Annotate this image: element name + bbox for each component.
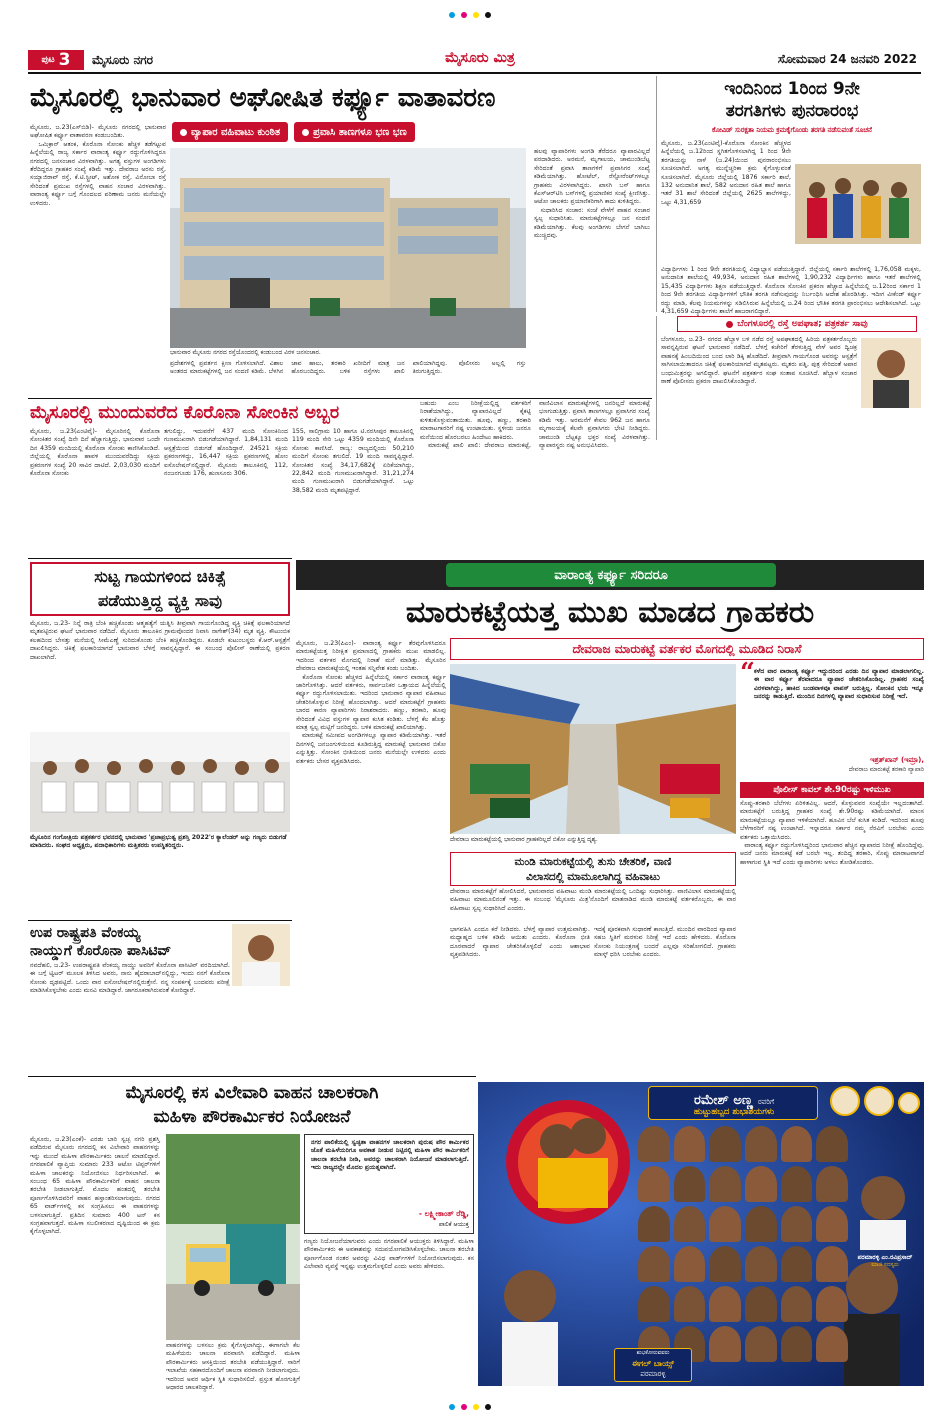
market-sub2: ಪೊಲೀಸ್ ಕಾವಲ್ ಶೇ.90ರಷ್ಟು ಇಳಿಮುಖ xyxy=(773,785,891,795)
supporter-photo xyxy=(638,1206,670,1242)
garbage-quote-byline: - ಲಕ್ಷ್ಮೀಕಾಂತ್ ರೆಡ್ಡಿ, xyxy=(418,1209,469,1218)
lead-photo-caption: ಭಾನುವಾರ ಮೈಸೂರು ನಗರದ ರಸ್ತೆಯೊಂದರಲ್ಲಿ ಕಂಡುಬಂದ ವಿರಳ ಜನಸಂಚಾರ. xyxy=(170,349,321,356)
supporter-photo xyxy=(781,1246,813,1282)
calendar-release-illustration xyxy=(30,732,290,832)
supporter-photo xyxy=(674,1126,706,1162)
ad-supporters-grid xyxy=(638,1126,848,1376)
page-label: ಪುಟ xyxy=(41,55,55,65)
ad-name-suffix: ರವರಿಗೆ xyxy=(758,1098,775,1106)
market-sub2-bar xyxy=(740,782,924,798)
burn-headline-box xyxy=(30,562,290,616)
vp-body: ನವದೆಹಲಿ, ಜ.23- ಉಪರಾಷ್ಟ್ರಪತಿ ವೆಂಕಯ್ಯ ನಾಯ್ಡು ಅವರಿಗೆ ಕೊರೊನಾ ಪಾಸಿಟಿವ್ ವರದಿಯಾಗಿದೆ. ಈ ಬಗ್ಗೆ ಟ್ವಿಟರ್ ಮೂಲಕ ತಿಳಿಸಿದ ಅವರು, ನಾನು ಹೈದರಾಬಾದ್‌ನಲ್ಲಿದ್ದು, ಇಂದು ನನಗೆ ಕೊರೊನಾ ಸೋಂಕು ದೃಢಪಟ್ಟಿದೆ. ಒಂದು ವಾರ ಐಸೋಲೇಷನ್‌ನಲ್ಲಿರುತ್ತೇನೆ. ನನ್ನ ಸಂಪರ್ಕಕ್ಕೆ ಬಂದವರು ಪರೀಕ್ಷೆ ಮಾಡಿಸಿಕೊಳ್ಳಬೇಕು ಎಂದು ಮನವಿ ಮಾಡಿದ್ದಾರೆ. ಜಾಗರೂಕರಾಗಿರುವಂತೆ ಕೋರಿದ್ದಾರೆ. xyxy=(30,962,232,995)
lead-headline: ಮೈಸೂರಲ್ಲಿ ಭಾನುವಾರ ಅಘೋಷಿತ ಕರ್ಫ್ಯೂ ವಾತಾವರಣ xyxy=(30,83,496,113)
market-quote-role: ದೇವರಾಜ ಮಾರುಕಟ್ಟೆ ತರಕಾರಿ ವ್ಯಾಪಾರಿ xyxy=(848,766,924,773)
market-kicker-bar xyxy=(296,560,924,590)
market-stalls-illustration xyxy=(450,664,736,834)
vp-headline-2: ನಾಯ್ಡುಗೆ ಕೊರೊನಾ ಪಾಸಿಟಿವ್ xyxy=(30,943,172,959)
market-left-col: ಮೈಸೂರು, ಜ.23(ಪಿಎಂ)- ವಾರಾಂತ್ಯ ಕರ್ಫ್ಯೂ ತೆರವುಗೊಳಿಸಿದರೂ ಮಾರುಕಟ್ಟೆಯತ್ತ ನಿರೀಕ್ಷಿತ ಪ್ರಮಾಣದಲ್ಲಿ ಗ್ರಾಹಕರು ಮುಖ ಮಾಡಲಿಲ್ಲ. ಇದರಿಂದ ವರ್ತಕರ ಮೊಗದಲ್ಲಿ ನಿರಾಶೆ ಮನೆ ಮಾಡಿತ್ತು. ಮೈಸೂರಿನ ದೇವರಾಜ ಮಾರುಕಟ್ಟೆಯಲ್ಲಿ ಇಂತಹ ಸನ್ನಿವೇಶ ಕಂಡು ಬಂದಿತು. ಕೊರೊನಾ ಸೋಂಕು ಹೆಚ್ಚಳದ ಹಿನ್ನೆಲೆಯಲ್ಲಿ ಸರ್ಕಾರ ವಾರಾಂತ್ಯ ಕರ್ಫ್ಯೂ ಜಾರಿಗೊಳಿಸಿತ್ತು. ಆದರೆ ವರ್ತಕರು, ಸಾರ್ವಜನಿಕರ ಒತ್ತಾಯದ ಹಿನ್ನೆಲೆಯಲ್ಲಿ ಕರ್ಫ್ಯೂ ರದ್ದುಗೊಳಿಸಲಾಯಿತು. ಇದರಿಂದ ಭಾನುವಾರ ವ್ಯಾಪಾರ ವಹಿವಾಟು ಚೇತರಿಸಿಕೊಳ್ಳುವ ನಿರೀಕ್ಷೆ ಹೊಂದಲಾಗಿತ್ತು. ಆದರೆ ಮಾರುಕಟ್ಟೆಗೆ ಗ್ರಾಹಕರು ಬಾರದ ಕಾರಣ ವ್ಯಾಪಾರಿಗಳು ನಿರಾಶರಾದರು. ಹಣ್ಣು, ತರಕಾರಿ, ಹೂವು ಸೇರಿದಂತೆ ವಿವಿಧ ವಸ್ತುಗಳ ವ್ಯಾಪಾರ ಕುಸಿತ ಕಂಡಿತು. ಬೆಳಗ್ಗೆ ಕೆಲ ಹೊತ್ತು ಮಾತ್ರ ಸ್ವಲ್ಪ ಮಟ್ಟಿಗೆ ಜನರಿದ್ದರು. ಬಳಿಕ ಮಾರುಕಟ್ಟೆ ಖಾಲಿಯಾಗಿತ್ತು. ಮಾರುಕಟ್ಟೆ ಸಮೀಪದ ಅಂಗಡಿಗಳಲ್ಲೂ ವ್ಯಾಪಾರ ಕಡಿಮೆಯಾಗಿತ್ತು. ಇತರೆ ದಿನಗಳಲ್ಲಿ ಜನಜಂಗುಳಿಯಿಂದ ಕೂಡಿರುತ್ತಿದ್ದ ಮಾರುಕಟ್ಟೆ ಭಾನುವಾರ ಬಿಕೋ ಎನ್ನುತ್ತಿತ್ತು. ಸೋಂಕಿನ ಭೀತಿಯಿಂದ ಜನರು ಮನೆಯಲ್ಲೇ ಉಳಿದರು ಎಂದು ವರ್ತಕರು ಬೇಸರ ವ್ಯಕ್ತಪಡಿಸಿದರು. xyxy=(296,640,447,765)
registration-dot xyxy=(461,12,467,18)
accident-box xyxy=(656,316,924,440)
street-photo-illustration xyxy=(170,148,526,348)
ad-child-photo-1 xyxy=(830,1086,860,1116)
supporter-photo xyxy=(816,1326,848,1362)
supporter-photo xyxy=(816,1286,848,1322)
reopen-headline-2: ತರಗತಿಗಳು ಪುನರಾರಂಭ xyxy=(725,101,859,121)
market-subhead-bar xyxy=(450,638,924,660)
registration-dot xyxy=(473,1404,479,1410)
supporter-photo xyxy=(745,1326,777,1362)
accident-headline: ಬೆಂಗಳೂರಲ್ಲಿ ರಸ್ತೆ ಅಪಘಾತ; ಪತ್ರಕರ್ತ ಸಾವು xyxy=(737,319,868,329)
quote-icon: “ xyxy=(740,658,755,688)
supporter-photo xyxy=(709,1206,741,1242)
birthday-ad xyxy=(478,1082,924,1386)
supporter-photo xyxy=(745,1166,777,1202)
supporter-photo xyxy=(638,1286,670,1322)
reopen-subhead: ಕೋವಿಡ್ ಸುರಕ್ಷತಾ ನಿಯಮ ಕ್ರಮಕೈಗೊಂಡು ತರಗತಿ ನಡೆಸುವಂತೆ ಸೂಚನೆ xyxy=(712,126,872,134)
corona-body-col2: ತಗುಲಿದ್ದು, ಇದುವರೆಗೆ 437 ಮಂದಿ ಸೋಂಕಿನಿಂದ ಗುಣಮುಖರಾಗಿ ಬಿಡುಗಡೆಯಾಗಿದ್ದಾರೆ. 1,84,131 ಮಂದಿ ಆಸ್ಪತ್ರೆಯಿಂದ ಬಿಡುಗಡೆ ಹೊಂದಿದ್ದಾರೆ. 24521 ಸಕ್ರಿಯ ಪ್ರಕರಣಗಳಿದ್ದು, 16,447 ಸಕ್ರಿಯ ಪ್ರಕರಣಗಳಲ್ಲಿ ಹೋಂ ಐಸೊಲೇಷನ್‌ನಲ್ಲಿದ್ದಾರೆ. ಮೈಸೂರು ತಾಲೂಕಿನಲ್ಲಿ 112, ನಂಜನಗೂಡು 176, ಹುಣಸೂರು 306. xyxy=(164,428,290,478)
corona-body-col1: ಮೈಸೂರು, ಜ.23(ಎಂಟಿವೈ)- ಮೈಸೂರಿನಲ್ಲಿ ಕೊರೊನಾ ಸೋಂಕಿತರ ಸಂಖ್ಯೆ ದಿನೇ ದಿನೆ ಹೆಚ್ಚಾಗುತ್ತಿದ್ದು, ಭಾನುವಾರ ಒಂದೇ ದಿನ 4359 ಮಂದಿಯಲ್ಲಿ ಕೊರೊನಾ ಸೋಂಕು ಕಾಣಿಸಿಕೊಂಡಿದೆ. ಜಿಲ್ಲೆಯಲ್ಲಿ ಕೊರೊನಾ ಹಾವಳಿ ಮುಂದುವರೆದಿದ್ದು ಸಕ್ರಿಯ ಪ್ರಕರಣಗಳ ಸಂಖ್ಯೆ 20 ಸಾವಿರ ದಾಟಿದೆ. 2,03,030 ಮಂದಿಗೆ ಕೊರೊನಾ ಸೋಂಕು xyxy=(30,428,162,478)
garbage-quote-box xyxy=(304,1134,474,1234)
supporter-photo xyxy=(674,1166,706,1202)
lead-body-below-photo: ಪ್ರದೇಶಗಳಲ್ಲಿ ಪ್ರವರ್ತನ ಕ್ಷೀಣ ಗೊಳಿಸಲಾಗಿದೆ. ವಿಶಾಲ ಅಂತರದ ಮಾರುಕಟ್ಟೆಗಳಲ್ಲಿ ಜನ ಸಂದಣಿ ಕಡಿಮೆ. ಬೆಳಗಿನ ಜಾವ ಹಾಲು, ತರಕಾರಿ ಖರೀದಿಗೆ ಮಾತ್ರ ಜನ ಹೊರಬಂದಿದ್ದರು. ಬಳಿಕ ರಸ್ತೆಗಳು ಖಾಲಿ ಖಾಲಿಯಾಗಿದ್ದವು. ಪೊಲೀಸರು ಅಲ್ಲಲ್ಲಿ ಗಸ್ತು ತಿರುಗುತ್ತಿದ್ದರು. xyxy=(170,360,528,376)
ad-title-banner xyxy=(648,1086,818,1120)
supporter-photo xyxy=(781,1206,813,1242)
ad-person-credit xyxy=(848,1254,922,1269)
supporter-photo xyxy=(745,1246,777,1282)
reopen-body-top: ಮೈಸೂರು, ಜ.23(ಎಂಟಿವೈ)-ಕೊರೊನಾ ಸೋಂಕಿನ ಹೆಚ್ಚಳದ ಹಿನ್ನೆಲೆಯಲ್ಲಿ ಜ.12ರಿಂದ ಸ್ಥಗಿತಗೊಳಿಸಲಾಗಿದ್ದ 1 ರಿಂದ 9ನೇ ತರಗತಿಯನ್ನು ನಾಳೆ (ಜ.24)ಯಿಂದ ಪುನರಾರಂಭಿಸಲು ಸೂಚಿಸಲಾಗಿದೆ. ಅಗತ್ಯ ಮುನ್ನೆಚ್ಚರಿಕಾ ಕ್ರಮ ಕೈಗೊಳ್ಳುವಂತೆ ಸೂಚಿಸಲಾಗಿದೆ. ಮೈಸೂರು ಜಿಲ್ಲೆಯಲ್ಲಿ 1876 ಸರ್ಕಾರಿ ಶಾಲೆ, 132 ಅನುದಾನಿತ ಶಾಲೆ, 582 ಅನುದಾನ ರಹಿತ ಶಾಲೆ ಹಾಗೂ ಇತರೆ 31 ಶಾಲೆ ಸೇರಿದಂತೆ ಜಿಲ್ಲೆಯಲ್ಲಿ 2625 ಶಾಲೆಗಳಿದ್ದು, ಒಟ್ಟು 4,31,659 xyxy=(661,140,793,206)
burn-body: ಮೈಸೂರು, ಜ.23- ನಿನ್ನೆ ರಾತ್ರಿ ಬೆಂಕಿ ಹಚ್ಚಿಕೊಂಡು ಆತ್ಮಹತ್ಯೆಗೆ ಯತ್ನಿಸಿ ತೀವ್ರವಾಗಿ ಗಾಯಗೊಂಡಿದ್ದ ವ್ಯಕ್ತಿ ಚಿಕಿತ್ಸೆ ಫಲಕಾರಿಯಾಗದೆ ಮೃತಪಟ್ಟಿರುವ ಘಟನೆ ಭಾನುವಾರ ನಡೆದಿದೆ. ಮೈಸೂರು ತಾಲೂಕಿನ ಗ್ರಾಮವೊಂದರ ನಿವಾಸಿ ನಾಗೇಶ್(34) ಮೃತ ವ್ಯಕ್ತಿ. ಕೌಟುಂಬಿಕ ಕಲಹದಿಂದ ಬೇಸತ್ತು ಮನೆಯಲ್ಲಿ ಸೀಮೆಎಣ್ಣೆ ಸುರಿದುಕೊಂಡು ಬೆಂಕಿ ಹಚ್ಚಿಕೊಂಡಿದ್ದರು. ಕೂಡಲೇ ಕುಟುಂಬಸ್ಥರು ಕೆ.ಆರ್.ಆಸ್ಪತ್ರೆಗೆ ದಾಖಲಿಸಿದ್ದರು. ಚಿಕಿತ್ಸೆ ಫಲಕಾರಿಯಾಗದೆ ಭಾನುವಾರ ಬೆಳಗ್ಗೆ ಸಾವನ್ನಪ್ಪಿದ್ದಾರೆ. ಈ ಸಂಬಂಧ ಪೊಲೀಸ್ ಠಾಣೆಯಲ್ಲಿ ಪ್ರಕರಣ ದಾಖಲಾಗಿದೆ. xyxy=(30,620,292,661)
lead-tag-2: ಪ್ರವಾಸಿ ತಾಣಗಳೂ ಭಣ ಭಣ xyxy=(294,122,415,142)
garbage-quote-role: ಪಾಲಿಕೆ ಆಯುಕ್ತ xyxy=(438,1221,469,1228)
vp-headline-1: ಉಪ ರಾಷ್ಟ್ರಪತಿ ವೆಂಕಯ್ಯ xyxy=(30,925,141,941)
supporter-photo xyxy=(745,1286,777,1322)
vp-portrait-illustration xyxy=(232,924,290,986)
bullet-icon xyxy=(726,321,733,328)
section-name: ಮೈಸೂರು ನಗರ xyxy=(92,53,154,67)
ad-from-1: ಈಗಲ್ ಬಾಯ್ಸ್ xyxy=(631,1359,675,1368)
page-label-badge xyxy=(28,50,84,70)
supporter-photo xyxy=(638,1246,670,1282)
supporter-photo xyxy=(674,1206,706,1242)
journalist-photo xyxy=(861,338,921,408)
supporter-photo xyxy=(709,1246,741,1282)
ad-wish: ಹುಟ್ಟುಹಬ್ಬದ ಶುಭಾಶಯಗಳು xyxy=(693,1107,775,1117)
garbage-top-rule xyxy=(28,1076,476,1077)
corona-headline: ಮೈಸೂರಲ್ಲಿ ಮುಂದುವರೆದ ಕೊರೊನಾ ಸೋಂಕಿನ ಅಬ್ಬರ xyxy=(30,403,340,423)
bullet-icon xyxy=(180,129,187,136)
market-sub3-box xyxy=(450,852,736,886)
reopen-headline-1: ಇಂದಿನಿಂದ 1ರಿಂದ 9ನೇ xyxy=(724,79,860,99)
accident-headline-bar xyxy=(677,316,917,332)
garbage-headline-2: ಮಹಿಳಾ ಪೌರಕಾರ್ಮಿಕರ ನಿಯೋಜನೆ xyxy=(153,1107,351,1127)
lead-tags xyxy=(172,122,652,142)
market-bottom-col3: ಇದಕ್ಕೆ ಪೂರಕವಾಗಿ ಸುಧಾರಣೆ ಕಾಣುತ್ತಿದೆ. ಮುಂದಿನ ವಾರದಿಂದ ವ್ಯಾಪಾರ ಸಹಜ ಸ್ಥಿತಿಗೆ ಮರಳುವ ನಿರೀಕ್ಷೆ ಇದೆ ಎಂದು ಹೇಳಿದರು. ಕೊರೊನಾ ಸೋಂಕು ನಿಯಂತ್ರಣಕ್ಕೆ ಬಂದರೆ ಎಲ್ಲವೂ ಸರಿಹೋಗಲಿದೆ. ಗ್ರಾಹಕರು ಮಾಸ್ಕ್ ಧರಿಸಿ ಬರಬೇಕು ಎಂದರು. xyxy=(594,926,738,959)
ad-from-2: ಪರಮಾರಳ್ಳಿ xyxy=(640,1370,666,1378)
lead-tag-1: ವ್ಯಾಪಾರ ವಹಿವಾಟು ಕುಂಠಿತ xyxy=(172,122,288,142)
supporter-photo xyxy=(781,1326,813,1362)
supporter-photo xyxy=(638,1126,670,1162)
garbage-body-col3: ಗಣ್ಯರು ನಿಯೋಜನೆಯಾಗುವರು ಎಂದು ನಗರಪಾಲಿಕೆ ಆಯುಕ್ತರು ತಿಳಿಸಿದ್ದಾರೆ. ಮಹಿಳಾ ಪೌರಕಾರ್ಮಿಕರು ಈ ಅವಕಾಶವನ್ನು ಸದುಪಯೋಗಪಡಿಸಿಕೊಳ್ಳಬೇಕು. ಚಾಲನಾ ತರಬೇತಿ ಪೂರ್ಣಗೊಂಡ ನಂತರ ಅವರನ್ನು ವಿವಿಧ ವಾರ್ಡ್‌ಗಳಿಗೆ ನಿಯೋಜಿಸಲಾಗುವುದು. ಕಸ ವಿಲೇವಾರಿ ವ್ಯವಸ್ಥೆ ಇನ್ನಷ್ಟು ಉತ್ತಮಗೊಳ್ಳಲಿದೆ ಎಂದು ಅವರು ಹೇಳಿದರು. xyxy=(304,1238,476,1271)
lead-photo xyxy=(170,148,526,348)
supporter-photo xyxy=(816,1126,848,1162)
ad-child-photo-2 xyxy=(864,1086,894,1116)
masthead xyxy=(20,44,925,74)
page-number: 3 xyxy=(58,50,71,70)
ad-child-photo-3 xyxy=(898,1092,920,1114)
vp-photo xyxy=(232,924,290,986)
market-subhead: ದೇವರಾಜ ಮಾರುಕಟ್ಟೆ ವರ್ತಕರ ಮೊಗದಲ್ಲಿ ಮೂಡಿದ ನಿರಾಸೆ xyxy=(572,641,802,656)
burn-top-rule xyxy=(28,558,292,559)
masthead-rule xyxy=(28,72,921,74)
supporter-photo xyxy=(638,1166,670,1202)
registration-dot xyxy=(473,12,479,18)
supporter-photo xyxy=(745,1126,777,1162)
bullet-icon xyxy=(302,129,309,136)
market-sub3-1: ಮಂಡಿ ಮಾರುಕಟ್ಟೆಯಲ್ಲಿ ತುಸು ಚೇತರಿಕೆ, ವಾಣಿ xyxy=(514,856,672,868)
printer-marks-top xyxy=(400,12,540,20)
printer-marks-bottom xyxy=(400,1404,540,1412)
supporter-photo xyxy=(709,1126,741,1162)
garbage-headline-1: ಮೈಸೂರಲ್ಲಿ ಕಸ ವಿಲೇವಾರಿ ವಾಹನ ಚಾಲಕರಾಗಿ xyxy=(125,1083,379,1103)
school-photo xyxy=(795,164,921,244)
supporter-photo xyxy=(709,1286,741,1322)
reopen-body-bottom: ವಿದ್ಯಾರ್ಥಿಗಳು 1 ರಿಂದ 9ನೇ ತರಗತಿಯಲ್ಲಿ ವಿದ್ಯಾಭ್ಯಾಸ ಪಡೆಯುತ್ತಿದ್ದಾರೆ. ಜಿಲ್ಲೆಯಲ್ಲಿ ಸರ್ಕಾರಿ ಶಾಲೆಗಳಲ್ಲಿ 1,76,058 ಮಕ್ಕಳು, ಅನುದಾನಿತ ಶಾಲೆಯಲ್ಲಿ 49,934, ಅನುದಾನ ರಹಿತ ಶಾಲೆಗಳಲ್ಲಿ 1,90,232 ವಿದ್ಯಾರ್ಥಿಗಳು ಹಾಗೂ ಇತರೆ ಶಾಲೆಗಳಲ್ಲಿ 15,435 ವಿದ್ಯಾರ್ಥಿಗಳು ಶಿಕ್ಷಣ ಪಡೆಯುತ್ತಿದ್ದಾರೆ. ಕೊರೊನಾ ಸೋಂಕಿನ ಪ್ರಕರಣ ಹೆಚ್ಚಾದ ಹಿನ್ನೆಲೆಯಲ್ಲಿ ಜ.12ರಿಂದ ಸರ್ಕಾರ 1 ರಿಂದ 9ನೇ ತರಗತಿಯ ವಿದ್ಯಾರ್ಥಿಗಳಿಗೆ ಭೌತಿಕ ತರಗತಿ ನಡೆಸುವುದನ್ನು ನಿರ್ಬಂಧಿಸಿ ಆದೇಶ ಹೊರಡಿಸಿತ್ತು. ಇದೀಗ ವೀಕೆಂಡ್ ಕರ್ಫ್ಯೂ ರದ್ದು ಮಾಡಿ, ಕೆಲವು ನಿಯಮಗಳನ್ನು ಸಡಿಲಿಸಿರುವ ಹಿನ್ನೆಲೆಯಲ್ಲಿ ಜ.24 ರಿಂದ ಭೌತಿಕ ತರಗತಿ ಪ್ರಾರಂಭಿಸಲು ಆದೇಶಿಸಲಾಗಿದೆ. ಒಟ್ಟು 4,31,659 ವಿದ್ಯಾರ್ಥಿಗಳು ಶಾಲೆಗೆ ಹಾಜರಾಗಲಿದ್ದಾರೆ. xyxy=(661,266,923,316)
registration-dot xyxy=(449,1404,455,1410)
corona-top-rule xyxy=(28,398,652,399)
supporter-photo xyxy=(816,1206,848,1242)
lead-body-col2: ಹಲವು ವ್ಯಾಪಾರಿಗಳು ಅಂಗಡಿ ತೆರೆದರೂ ವ್ಯಾಪಾರವಿಲ್ಲದೆ ಪರದಾಡಿದರು. ಅರಮನೆ, ಮೃಗಾಲಯ, ಚಾಮುಂಡಿಬೆಟ್ಟ ಸೇರಿದಂತೆ ಪ್ರವಾಸಿ ತಾಣಗಳಿಗೆ ಪ್ರವಾಸಿಗರ ಸಂಖ್ಯೆ ಕಡಿಮೆಯಾಗಿತ್ತು. ಹೋಟೆಲ್, ರೆಸ್ಟೋರೆಂಟ್‌ಗಳಲ್ಲೂ ಗ್ರಾಹಕರು ವಿರಳವಾಗಿದ್ದರು. ಖಾಸಗಿ ಬಸ್ ಹಾಗೂ ಕೆಎಸ್‌ಆರ್‌ಟಿಸಿ ಬಸ್‌ಗಳಲ್ಲಿ ಪ್ರಯಾಣಿಕರ ಸಂಖ್ಯೆ ಕ್ಷೀಣಿಸಿತ್ತು. ಆಟೋ ಚಾಲಕರು ಪ್ರಯಾಣಿಕರಿಗಾಗಿ ಕಾದು ಕುಳಿತಿದ್ದರು. ಸುಧಾರಿಸಿದ ಸಂಚಾರ: ಸಂಜೆ ವೇಳೆಗೆ ವಾಹನ ಸಂಚಾರ ಸ್ವಲ್ಪ ಸುಧಾರಿಸಿತು. ಮಾರುಕಟ್ಟೆಗಳಲ್ಲೂ ಜನ ಸಂದಣಿ ಕಡಿಮೆಯಾಗಿತ್ತು. ಕೆಲವು ಅಂಗಡಿಗಳು ಬೇಗನೆ ಬಾಗಿಲು ಮುಚ್ಚಿದವು. xyxy=(534,148,651,240)
registration-dot xyxy=(461,1404,467,1410)
garbage-truck-photo xyxy=(166,1134,300,1340)
market-headline: ಮಾರುಕಟ್ಟೆಯತ್ತ ಮುಖ ಮಾಡದ ಗ್ರಾಹಕರು xyxy=(405,595,815,630)
calendar-photo xyxy=(30,732,290,832)
supporter-photo xyxy=(674,1286,706,1322)
supporter-photo xyxy=(709,1326,741,1362)
supporter-photo xyxy=(816,1246,848,1282)
market-photo xyxy=(450,664,736,834)
supporter-photo xyxy=(709,1166,741,1202)
garbage-quote-text: ನಗರ ಪಾಲಿಕೆಯಲ್ಲಿ ಸ್ವಚ್ಛತಾ ವಾಹನಗಳ ಚಾಲಕರಾಗಿ ಪುರುಷ ಪೌರ ಕಾರ್ಮಿಕರ ಜೊತೆ ಮಹಿಳೆಯರಿಗೂ ಅವಕಾಶ ನೀಡುವ ನಿಟ್ಟಿನಲ್ಲಿ ಮಹಿಳಾ ಪೌರ ಕಾರ್ಮಿಕರಿಗೆ ಚಾಲನಾ ತರಬೇತಿ ನೀಡಿ, ಅವರನ್ನು ಚಾಲಕರಾಗಿ ನಿಯೋಜನೆ ಮಾಡಲಾಗುತ್ತಿದೆ. ಇದು ರಾಜ್ಯದಲ್ಲೇ ಮೊದಲ ಪ್ರಯತ್ನವಾಗಿದೆ. xyxy=(311,1139,472,1172)
supporter-photo xyxy=(674,1246,706,1282)
market-quote-text: ಕಳೆದ ವಾರ ವಾರಾಂತ್ಯ ಕರ್ಫ್ಯೂ ಇದ್ದುದರಿಂದ ಎರಡು ದಿನ ವ್ಯಾಪಾರ ಮಾಡಲಾಗಲಿಲ್ಲ. ಈ ವಾರ ಕರ್ಫ್ಯೂ ತೆರವಾದರೂ ವ್ಯಾಪಾರ ಚೇತರಿಸಿಕೊಂಡಿಲ್ಲ. ಗ್ರಾಹಕರ ಸಂಖ್ಯೆ ವಿರಳವಾಗಿದ್ದು, ಹಾಕಿದ ಬಂಡವಾಳವೂ ವಾಪಸ್ ಬರುತ್ತಿಲ್ಲ. ಸೋಂಕಿನ ಭಯ ಇನ್ನೂ ಜನರನ್ನು ಕಾಡುತ್ತಿದೆ. ಮುಂದಿನ ದಿನಗಳಲ್ಲಿ ವ್ಯಾಪಾರ ಸುಧಾರಿಸುವ ನಿರೀಕ್ಷೆ ಇದೆ. xyxy=(754,668,927,701)
market-kicker: ವಾರಾಂತ್ಯ ಕರ್ಫ್ಯೂ ಸರಿದರೂ xyxy=(446,563,776,587)
market-right-col: ಸೊಪ್ಪು-ತರಕಾರಿ ಬೆಲೆಗಳು ಏರಿಳಿತವಿಲ್ಲ. ಆದರೆ, ಕೊಳ್ಳುವವರ ಸಂಖ್ಯೆಯೇ ಇಲ್ಲದಂತಾಗಿದೆ. ಮಾರುಕಟ್ಟೆಗೆ ಬರುತ್ತಿದ್ದ ಗ್ರಾಹಕರ ಸಂಖ್ಯೆ ಶೇ.90ರಷ್ಟು ಕಡಿಮೆಯಾಗಿದೆ. ಮಾಂಸ ಮಾರುಕಟ್ಟೆಯಲ್ಲೂ ವ್ಯಾಪಾರ ಇಳಿಕೆಯಾಗಿದೆ. ಹೂವಿನ ಬೆಲೆ ಕುಸಿತ ಕಂಡಿದೆ. ಇದರಿಂದ ಹೂವು ಬೆಳೆಗಾರರಿಗೆ ನಷ್ಟ ಉಂಟಾಗಿದೆ. ಇನ್ನಾದರೂ ಸರ್ಕಾರ ನಮ್ಮ ನೆರವಿಗೆ ಬರಬೇಕು ಎಂದು ವರ್ತಕರು ಒತ್ತಾಯಿಸಿದರು. ವಾರಾಂತ್ಯ ಕರ್ಫ್ಯೂ ರದ್ದುಗೊಳಿಸಿದ್ದರಿಂದ ಭಾನುವಾರ ಹೆಚ್ಚಿನ ವ್ಯಾಪಾರದ ನಿರೀಕ್ಷೆ ಹೊಂದಿದ್ದೆವು. ಆದರೆ ಜನರು ಮಾರುಕಟ್ಟೆ ಕಡೆ ಬರಲೇ ಇಲ್ಲ. ತಂದಿದ್ದ ತರಕಾರಿ, ಸೊಪ್ಪು ಮಾರಾಟವಾಗದೆ ಹಾಳಾಗುವ ಸ್ಥಿತಿ ಇದೆ ಎಂದು ವ್ಯಾಪಾರಿಗಳು ಅಳಲು ತೋಡಿಕೊಂಡರು. xyxy=(740,800,925,866)
garbage-body-col1: ಮೈಸೂರು, ಜ.23(ಎಂಕೆ)- ಎರಡು ಬಾರಿ ಸ್ವಚ್ಛ ನಗರಿ ಪ್ರಶಸ್ತಿ ಪಡೆದಿರುವ ಮೈಸೂರು ನಗರದಲ್ಲಿ ಕಸ ವಿಲೇವಾರಿ ವಾಹನಗಳನ್ನು ಇನ್ನು ಮುಂದೆ ಮಹಿಳಾ ಪೌರಕಾರ್ಮಿಕರು ಚಾಲನೆ ಮಾಡಲಿದ್ದಾರೆ. ನಗರಪಾಲಿಕೆ ವ್ಯಾಪ್ತಿಯ ಸುಮಾರು 233 ಆಟೋ ಟಿಪ್ಪರ್‌ಗಳಿಗೆ ಮಹಿಳಾ ಚಾಲಕರನ್ನು ನಿಯೋಜಿಸಲು ನಿರ್ಧರಿಸಲಾಗಿದೆ. ಈ ಸಂಬಂಧ 65 ಮಹಿಳಾ ಪೌರಕಾರ್ಮಿಕರಿಗೆ ವಾಹನ ಚಾಲನಾ ತರಬೇತಿ ನೀಡಲಾಗುತ್ತಿದೆ. ಮೊದಲ ಹಂತದಲ್ಲಿ ತರಬೇತಿ ಪೂರ್ಣಗೊಳಿಸಿದವರಿಗೆ ವಾಹನ ಹಸ್ತಾಂತರಿಸಲಾಗುವುದು. ನಗರದ 65 ವಾರ್ಡ್‌ಗಳಲ್ಲಿ ಕಸ ಸಂಗ್ರಹಿಸಲು ಈ ವಾಹನಗಳನ್ನು ಬಳಸಲಾಗುತ್ತಿದೆ. ಪ್ರತಿದಿನ ಸುಮಾರು 400 ಟನ್ ಕಸ ಸಂಗ್ರಹವಾಗುತ್ತದೆ. ಮಹಿಳಾ ಸಬಲೀಕರಣದ ದೃಷ್ಟಿಯಿಂದ ಈ ಕ್ರಮ ಕೈಗೊಳ್ಳಲಾಗಿದೆ. xyxy=(30,1136,162,1236)
supporter-photo xyxy=(745,1206,777,1242)
supporter-photo xyxy=(816,1166,848,1202)
registration-dot xyxy=(449,12,455,18)
vp-top-rule xyxy=(28,920,292,921)
market-bottom-col1: ದೇವರಾಜ ಮಾರುಕಟ್ಟೆಗೆ ಹೋಲಿಸಿದರೆ, ಭಾನುವಾರದ ವಹಿವಾಟು ಮಂಡಿ ಮಾರುಕಟ್ಟೆಯಲ್ಲಿ ಒಂದಿಷ್ಟು ಸುಧಾರಿಸಿತ್ತು. ವಾಣಿವಿಲಾಸ ಮಾರುಕಟ್ಟೆಯಲ್ಲಿ ವಹಿವಾಟು ಮಾಮೂಲಿನಂತೆ ಇತ್ತು. ಈ ಸಂಬಂಧ 'ಮೈಸೂರು ಮಿತ್ರ'ನೊಂದಿಗೆ ಮಾತನಾಡಿದ ಮಂಡಿ ಮಾರುಕಟ್ಟೆ ವರ್ತಕರೊಬ್ಬರು, ಈ ವಾರ ವಹಿವಾಟು ಸ್ವಲ್ಪ ಸುಧಾರಿಸಿದೆ ಎಂದರು. xyxy=(450,888,738,912)
burn-headline-1: ಸುಟ್ಟ ಗಾಯಗಳಿಂದ ಚಿಕಿತ್ಸೆ xyxy=(94,567,226,586)
garbage-truck-illustration xyxy=(166,1134,300,1340)
person-portrait-illustration xyxy=(861,338,921,408)
burn-headline-2: ಪಡೆಯುತ್ತಿದ್ದ ವ್ಯಕ್ತಿ ಸಾವು xyxy=(97,591,223,610)
garbage-body-col2: ವಾಹನಗಳನ್ನು ಬಳಸಲು ಕ್ರಮ ಕೈಗೊಳ್ಳಲಾಗಿದ್ದು, ಈಗಾಗಲೇ ಕೆಲ ಮಹಿಳೆಯರು ಚಾಲನಾ ಪರವಾನಗಿ ಪಡೆದಿದ್ದಾರೆ. ಮಹಿಳಾ ಪೌರಕಾರ್ಮಿಕರು ಆಸಕ್ತಿಯಿಂದ ತರಬೇತಿ ಪಡೆಯುತ್ತಿದ್ದಾರೆ. ಸಾರಿಗೆ ಇಲಾಖೆಯ ಸಹಕಾರದೊಂದಿಗೆ ಚಾಲನಾ ಪರವಾನಗಿ ನೀಡಲಾಗುವುದು. ಇದರಿಂದ ಅವರ ಆರ್ಥಿಕ ಸ್ಥಿತಿ ಸುಧಾರಿಸಲಿದೆ. ಪ್ರಸ್ತುತ ಹೊರಗುತ್ತಿಗೆ ಆಧಾರದ ಚಾಲಕರಿದ್ದಾರೆ. xyxy=(166,1342,302,1392)
registration-dot xyxy=(485,12,491,18)
school-children-illustration xyxy=(795,164,921,244)
market-quote-byline: ಇಶ್ರತ್‌ಖಾನ್ (ಇಮ್ರಾ), xyxy=(870,756,924,764)
supporter-photo xyxy=(781,1126,813,1162)
paper-name: ಮೈಸೂರು ಮಿತ್ರ xyxy=(445,50,515,66)
ad-from-label: ಶುಭಕೋರುವವರು xyxy=(636,1350,670,1356)
market-bottom-col2: ಭಾಗವಹಿಸಿ ಎಂದೂ ಕರೆ ನೀಡಿದರು. ಬೆಳಗ್ಗೆ ವ್ಯಾಪಾರ ಉತ್ತಮವಾಗಿತ್ತು. ಮಧ್ಯಾಹ್ನದ ಬಳಿಕ ಕಡಿಮೆ ಆಯಿತು ಎಂದರು. ಕೊರೊನಾ ಭೀತಿ ದೂರವಾದರೆ ವ್ಯಾಪಾರ ಚೇತರಿಸಿಕೊಳ್ಳಲಿದೆ ಎಂದು ಆಶಾಭಾವ ವ್ಯಕ್ತಪಡಿಸಿದರು. xyxy=(450,926,592,959)
accident-body: ಬೆಂಗಳೂರು, ಜ.23- ನಗರದ ಹೆಬ್ಬಾಳ ಬಳಿ ನಡೆದ ರಸ್ತೆ ಅಪಘಾತದಲ್ಲಿ ಹಿರಿಯ ಪತ್ರಕರ್ತರೊಬ್ಬರು ಸಾವನ್ನಪ್ಪಿರುವ ಘಟನೆ ಭಾನುವಾರ ನಡೆದಿದೆ. ಬೆಳಗ್ಗೆ ಕಚೇರಿಗೆ ತೆರಳುತ್ತಿದ್ದ ವೇಳೆ ಅವರ ದ್ವಿಚಕ್ರ ವಾಹನಕ್ಕೆ ಹಿಂಬದಿಯಿಂದ ಬಂದ ಲಾರಿ ಡಿಕ್ಕಿ ಹೊಡೆದಿದೆ. ತೀವ್ರವಾಗಿ ಗಾಯಗೊಂಡ ಅವರನ್ನು ಆಸ್ಪತ್ರೆಗೆ ಸಾಗಿಸಲಾಯಿತಾದರೂ ಚಿಕಿತ್ಸೆ ಫಲಕಾರಿಯಾಗದೆ ಮೃತಪಟ್ಟರು. ಮೃತರು ಪತ್ನಿ, ಪುತ್ರ ಸೇರಿದಂತೆ ಅಪಾರ ಬಂಧುಮಿತ್ರರನ್ನು ಅಗಲಿದ್ದಾರೆ. ಘಟನೆಗೆ ಪತ್ರಕರ್ತರ ಸಂಘ ಸಂತಾಪ ಸೂಚಿಸಿದೆ. ಹೆಬ್ಬಾಳ ಸಂಚಾರ ಠಾಣೆ ಪೊಲೀಸರು ಪ್ರಕರಣ ದಾಖಲಿಸಿಕೊಂಡಿದ್ದಾರೆ. xyxy=(661,336,859,386)
corona-body-col3: 155, ಸಾಲಿಗ್ರಾಮ 10 ಹಾಗೂ ಟಿ.ನರಸೀಪುರ ತಾಲೂಕಿನಲ್ಲಿ 119 ಮಂದಿ ಸೇರಿ ಒಟ್ಟು 4359 ಮಂದಿಯಲ್ಲಿ ಕೊರೊನಾ ಸೋಂಕು ಕಾಣಿಸಿದೆ. ರಾಜ್ಯ: ರಾಜ್ಯದಲ್ಲಿಂದು 50,210 ಮಂದಿಗೆ ಸೋಂಕು ತಗುಲಿದೆ. 19 ಮಂದಿ ಸಾವನ್ನಪ್ಪಿದ್ದಾರೆ. ಸೋಂಕಿತರ ಸಂಖ್ಯೆ 34,17,682ಕ್ಕೆ ಏರಿಕೆಯಾಗಿದ್ದು, 22,842 ಮಂದಿ ಗುಣಮುಖರಾಗಿದ್ದಾರೆ. 31,21,274 ಮಂದಿ ಗುಣಮುಖರಾಗಿ ಬಿಡುಗಡೆಯಾಗಿದ್ದಾರೆ. ಒಟ್ಟು 38,582 ಮಂದಿ ಮೃತಪಟ್ಟಿದ್ದಾರೆ. xyxy=(292,428,416,494)
lead-body-col1: ಮೈಸೂರು, ಜ.23(ಎಸ್‌ಬಿಡಿ)- ಮೈಸೂರು ನಗರದಲ್ಲಿ ಭಾನುವಾರ ಅಘೋಷಿತ ಕರ್ಫ್ಯೂ ವಾತಾವರಣ ಕಂಡುಬಂದಿತು. ಒಮಿಕ್ರಾನ್ ಆತಂಕ, ಕೊರೊನಾ ಸೋಂಕು ಹೆಚ್ಚಳ ತಡೆಗಟ್ಟುವ ಹಿನ್ನೆಲೆಯಲ್ಲಿ ರಾಜ್ಯ ಸರ್ಕಾರ ವಾರಾಂತ್ಯ ಕರ್ಫ್ಯೂ ರದ್ದುಗೊಳಿಸಿದ್ದರೂ ನಗರದಲ್ಲಿ ಜನಸಂಚಾರ ವಿರಳವಾಗಿತ್ತು. ಅಗತ್ಯ ವಸ್ತುಗಳ ಅಂಗಡಿಗಳು ತೆರೆದಿದ್ದರೂ ಗ್ರಾಹಕರ ಸಂಖ್ಯೆ ಕಡಿಮೆ ಇತ್ತು. ದೇವರಾಜ ಅರಸು ರಸ್ತೆ, ಸಯ್ಯಾಜಿರಾವ್ ರಸ್ತೆ, ಕೆ.ಟಿ.ಸ್ಟ್ರೀಟ್, ಅಶೋಕ ರಸ್ತೆ, ವಿನೋಬಾ ರಸ್ತೆ ಸೇರಿದಂತೆ ಪ್ರಮುಖ ರಸ್ತೆಗಳಲ್ಲಿ ವಾಹನ ಸಂಚಾರ ವಿರಳವಾಗಿತ್ತು. ವಾರಾಂತ್ಯ ಕರ್ಫ್ಯೂ ಬಗ್ಗೆ ಗೊಂದಲದ ಪರಿಣಾಮ ಜನರು ಮನೆಯಲ್ಲೇ ಉಳಿದರು. xyxy=(30,124,166,207)
reopen-box xyxy=(656,76,924,316)
supporter-photo xyxy=(781,1286,813,1322)
market-photo-caption: ದೇವರಾಜ ಮಾರುಕಟ್ಟೆಯಲ್ಲಿ ಭಾನುವಾರ ಗ್ರಾಹಕರಿಲ್ಲದೆ ಬಿಕೋ ಎನ್ನುತ್ತಿದ್ದ ದೃಶ್ಯ. xyxy=(450,836,598,843)
mid-col-body: ಬಹುದು ಎಂಬ ನಿರೀಕ್ಷೆಯಲ್ಲಿದ್ದ ವರ್ತಕರಿಗೆ ನಿರಾಶೆಯಾಗಿದ್ದು, ವ್ಯಾಪಾರವಿಲ್ಲದೆ ಕೈಕಟ್ಟಿ ಕುಳಿತುಕೊಳ್ಳುವಂತಾಯಿತು. ಹೂವು, ಹಣ್ಣು, ತರಕಾರಿ ಮಾರಾಟಗಾರರಿಗೆ ನಷ್ಟ ಉಂಟಾಯಿತು. ಸ್ಥಳೀಯ ಜನರೂ ಮನೆಯಿಂದ ಹೊರಬರಲು ಹಿಂದೇಟು ಹಾಕಿದರು. ಮಾರುಕಟ್ಟೆ ಖಾಲಿ ಖಾಲಿ: ದೇವರಾಜ ಮಾರುಕಟ್ಟೆ, ವಾಣಿವಿಲಾಸ ಮಾರುಕಟ್ಟೆಗಳಲ್ಲಿ ಜನರಿಲ್ಲದೆ ಮಾರುಕಟ್ಟೆ ಭಣಗುಡುತ್ತಿತ್ತು. ಪ್ರವಾಸಿ ತಾಣಗಳಲ್ಲೂ ಪ್ರವಾಸಿಗರ ಸಂಖ್ಯೆ ಕಡಿಮೆ ಇತ್ತು. ಅರಮನೆಗೆ ಕೇವಲ 962 ಜನ ಹಾಗೂ ಮೃಗಾಲಯಕ್ಕೆ ಕೆಲವೇ ಪ್ರವಾಸಿಗರು ಭೇಟಿ ನೀಡಿದ್ದರು. ಚಾಮುಂಡಿ ಬೆಟ್ಟಕ್ಕೂ ಭಕ್ತರ ಸಂಖ್ಯೆ ವಿರಳವಾಗಿತ್ತು. ವ್ಯಾಪಾರಸ್ಥರು ನಷ್ಟ ಅನುಭವಿಸಿದರು. xyxy=(420,400,650,450)
issue-date: ಸೋಮವಾರ 24 ಜನವರಿ 2022 xyxy=(777,52,917,66)
ad-title xyxy=(649,1089,819,1108)
registration-dot xyxy=(485,1404,491,1410)
calendar-photo-caption: ಮೈಸೂರಿನ ಗಂಗೋತ್ರಿಯ ಪತ್ರಕರ್ತರ ಭವನದಲ್ಲಿ ಭಾನುವಾರ 'ಪ್ರಜಾಪ್ರಭುತ್ವ ಪ್ರಶಸ್ತಿ 2022'ರ ಕ್ಯಾಲೆಂಡರ್ ಅನ್ನು ಗಣ್ಯರು ಬಿಡುಗಡೆ ಮಾಡಿದರು. ಸಂಘದ ಅಧ್ಯಕ್ಷರು, ಪದಾಧಿಕಾರಿಗಳು ಮತ್ತಿತರರು ಉಪಸ್ಥಿತರಿದ್ದರು. xyxy=(30,834,287,849)
ad-from-block xyxy=(614,1348,692,1382)
supporter-photo xyxy=(781,1166,813,1202)
ad-person-name: ಪರಮಾರಳ್ಳಿ ಎಂ.ರವಿಪ್ರಸಾದ್ xyxy=(857,1254,913,1261)
market-sub3-2: ವಿಲಾಸದಲ್ಲಿ ಮಾಮೂಲಾಗಿದ್ದ ವಹಿವಾಟು xyxy=(526,871,660,883)
ad-person-role: ಮಾಜಿ ಸದಸ್ಯರು xyxy=(871,1262,899,1268)
market-quote-box xyxy=(740,658,927,780)
ad-name: ರಮೇಶ್ ಅಣ್ಣ xyxy=(693,1093,753,1108)
